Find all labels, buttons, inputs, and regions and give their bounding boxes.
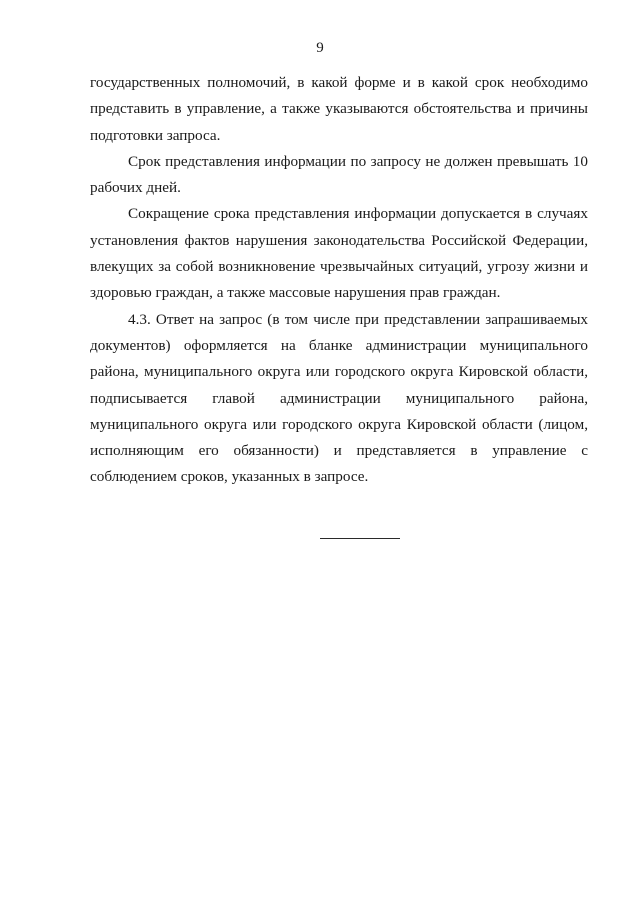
paragraph-deadline: Срок представления информации по запросу не должен превышать 10 рабочих дней. xyxy=(90,152,588,197)
paragraph-reduction: Сокращение срока представления информации допускается в случаях установления фактов нарушения законодательства Российской Федерации, влекущих за собой возникновение чрезвычайных ситуаций, угрозу жизни и здоровью граждан, а также массовые нарушения прав граждан. xyxy=(90,205,588,302)
page-number: 9 xyxy=(316,40,324,56)
paragraph-section-4-3: 4.3. Ответ на запрос (в том числе при представлении запрашиваемых документов) оформляется на бланке администрации муниципального района, муниципального округа или городского округа Кировской области, подписывается главой администрации муниципального района, муниципального округа или городского округа Кировской области (лицом, исполняющим его обязанности) и представляется в управление с соблюдением сроков, указанных в запросе. xyxy=(90,310,588,486)
document-body xyxy=(90,70,588,491)
end-of-document-line xyxy=(320,538,400,539)
paragraph-continuation: государственных полномочий, в какой форме и в какой срок необходимо представить в управление, а также указываются обстоятельства и причины подготовки запроса. xyxy=(90,74,588,144)
